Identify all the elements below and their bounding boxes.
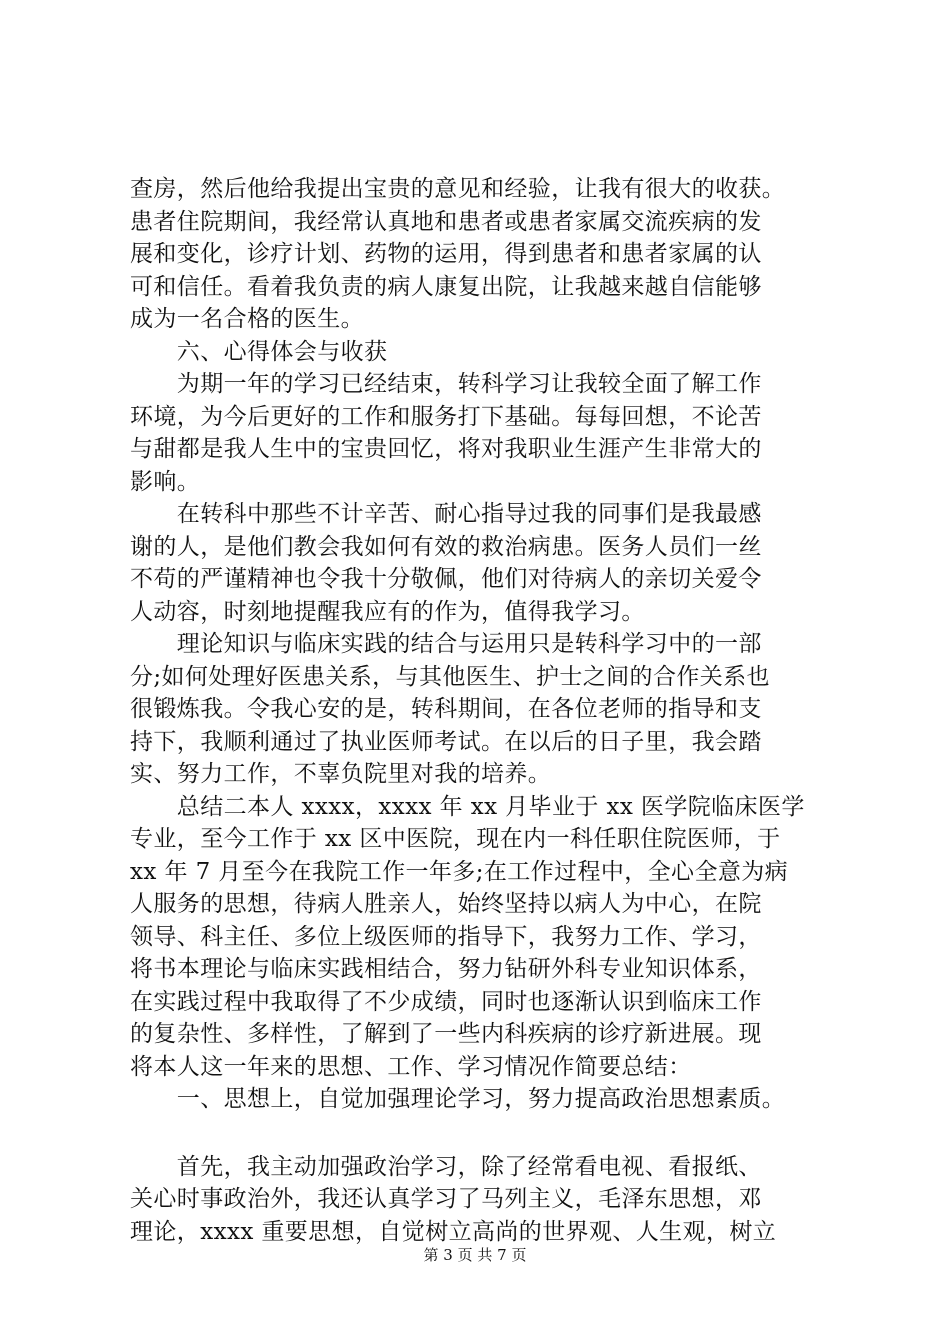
text-line: 分;如何处理好医患关系，与其他医生、护士之间的合作关系也 — [130, 663, 770, 690]
text-line: 为期一年的学习已经结束，转科学习让我较全面了解工作 — [130, 371, 762, 397]
text-line: 谢的人，是他们教会我如何有效的救治病患。医务人员们一丝 — [130, 533, 762, 560]
text-line: 领导、科主任、多位上级医师的指导下，我努力工作、学习， — [130, 923, 762, 950]
text-line: 很锻炼我。令我心安的是，转科期间，在各位老师的指导和支 — [130, 696, 762, 722]
text-line: 查房，然后他给我提出宝贵的意见和经验，让我有很大的收获。 — [130, 176, 786, 202]
text-line: 影响。 — [130, 468, 201, 495]
text-line: 将本人这一年来的思想、工作、学习情况作简要总结： — [130, 1053, 692, 1080]
text-line: 将书本理论与临床实践相结合，努力钻研外科专业知识体系， — [130, 956, 762, 982]
text-line: 患者住院期间，我经常认真地和患者或患者家属交流疾病的发 — [130, 208, 762, 235]
section-heading: 一、思想上，自觉加强理论学习，努力提高政治思想素质。 — [130, 1086, 786, 1112]
text-line: 的复杂性、多样性，了解到了一些内科疾病的诊疗新进展。现 — [130, 1021, 762, 1047]
text-line: 首先，我主动加强政治学习，除了经常看电视、看报纸、 — [130, 1153, 762, 1180]
page-number-footer: 第 3 页 共 7 页 — [423, 1246, 527, 1264]
text-line: 在转科中那些不计辛苦、耐心指导过我的同事们是我最感 — [130, 501, 762, 527]
text-line: 专业，至今工作于 xx 区中医院，现在内一科任职住院医师，于 — [130, 826, 781, 852]
text-line: 理论，xxxx 重要思想，自觉树立高尚的世界观、人生观，树立 — [130, 1218, 777, 1245]
section-heading: 六、心得体会与收获 — [130, 338, 388, 365]
text-line: 在实践过程中我取得了不少成绩，同时也逐渐认识到临床工作 — [130, 988, 762, 1015]
text-line: 可和信任。看着我负责的病人康复出院，让我越来越自信能够 — [130, 273, 762, 300]
text-line: 人动容，时刻地提醒我应有的作为，值得我学习。 — [130, 598, 645, 625]
text-line: 展和变化，诊疗计划、药物的运用，得到患者和患者家属的认 — [130, 241, 762, 267]
text-line: 成为一名合格的医生。 — [130, 306, 364, 332]
text-line: 总结二本人 xxxx，xxxx 年 xx 月毕业于 xx 医学院临床医学 — [130, 793, 805, 820]
text-line: 人服务的思想，待病人胜亲人，始终坚持以病人为中心，在院 — [130, 891, 762, 917]
text-line: 理论知识与临床实践的结合与运用只是转科学习中的一部 — [130, 631, 762, 657]
text-line: 不苟的严谨精神也令我十分敬佩，他们对待病人的亲切关爱令 — [130, 566, 762, 592]
paragraph-gap — [130, 1116, 850, 1151]
text-line: xx 年 7 月至今在我院工作一年多;在工作过程中，全心全意为病 — [130, 858, 789, 885]
text-line: 实、努力工作，不辜负院里对我的培养。 — [130, 761, 552, 787]
body-text — [130, 173, 850, 1248]
text-line: 环境，为今后更好的工作和服务打下基础。每每回想，不论苦 — [130, 403, 762, 430]
text-line: 与甜都是我人生中的宝贵回忆，将对我职业生涯产生非常大的 — [130, 436, 762, 462]
text-line: 关心时事政治外，我还认真学习了马列主义，毛泽东思想，邓 — [130, 1186, 762, 1212]
text-line: 持下，我顺利通过了执业医师考试。在以后的日子里，我会踏 — [130, 728, 762, 755]
